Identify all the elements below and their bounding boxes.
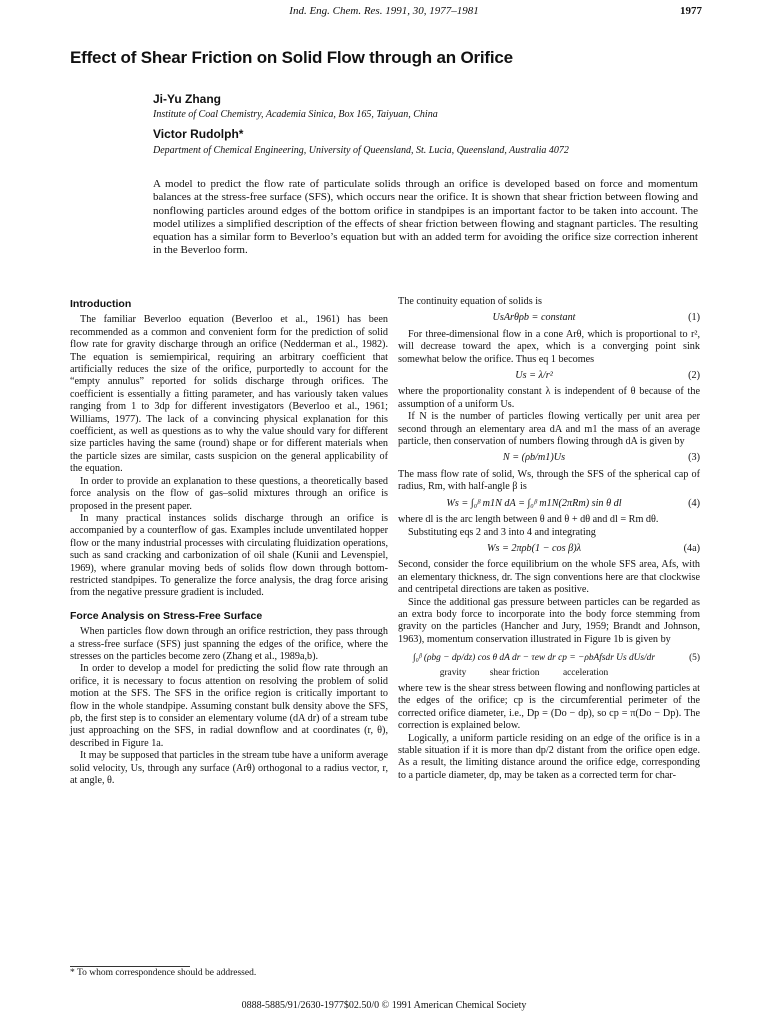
equation-number: (1) bbox=[688, 312, 700, 324]
abstract: A model to predict the flow rate of particulate solids through an orifice is developed based on force and momentum balances at the stress-free surface (SFS), which occurs near the orifice. It is shown that shear friction between flowing and nonflowing particles around edges of the bottom orifice in standpipes is an important factor to be taken into account. The model utilizes a simplified description of the effects of shear friction between flowing and stagnant particles. The resulting equation has a similar form to Beverloo’s equation but with an added term for avoiding the orifice size correction inherent in the Beverloo form. bbox=[153, 178, 698, 257]
equation-4a bbox=[398, 543, 700, 555]
equation-number: (3) bbox=[688, 452, 700, 464]
copyright-line: 0888-5885/91/2630-1977$02.50/0 © 1991 American Chemical Society bbox=[241, 1000, 527, 1011]
author-2-affiliation: Department of Chemical Engineering, University of Queensland, St. Lucia, Queensland, Australia 4072 bbox=[153, 145, 569, 156]
equation-body: Us = λ/r² bbox=[515, 370, 553, 382]
equation-number: (2) bbox=[688, 370, 700, 382]
paragraph: Logically, a uniform particle residing on an edge of the orifice is in a stable situation if it is more than dp/2 distant from the orifice open edge. As a result, the limiting distance around the orifice edge, corresponding to a particle diameter, dp, may be taken as a corrected term for char- bbox=[398, 732, 700, 781]
paragraph: Substituting eqs 2 and 3 into 4 and integrating bbox=[408, 526, 596, 538]
paragraph: It may be supposed that particles in the stream tube have a uniform average solid velocity, Us, through any surface (Arθ) orthogonal to a radius vector, r, at angle, θ. bbox=[70, 750, 388, 787]
equation-1 bbox=[398, 312, 700, 324]
paragraph: The mass flow rate of solid, Ws, through the SFS of the spherical cap of radius, Rm, with half-angle β is bbox=[398, 468, 700, 493]
paragraph: where τew is the shear stress between flowing and nonflowing particles at the edges of the orifice; cp is the circumferential perimeter of the corrected orifice diameter, i.e., Dp = (Do − dp), so cp = π(Do − Dp). The correction is explained below. bbox=[398, 682, 700, 732]
page-number: 1977 bbox=[680, 5, 702, 17]
paragraph: When particles flow down through an orifice restriction, they pass through a stress-free surface (SFS) just spanning the edges of the orifice, where the stresses on the particles become zero (Zhang et al., 1989a,b). bbox=[70, 626, 388, 662]
right-column bbox=[398, 296, 700, 782]
equation-5-term-labels bbox=[398, 667, 700, 679]
author-2-name: Victor Rudolph* bbox=[153, 127, 244, 141]
term-label-shear-friction: shear friction bbox=[489, 667, 540, 678]
term-label-acceleration: acceleration bbox=[562, 667, 609, 678]
footnote-rule bbox=[70, 966, 190, 967]
equation-number: (4a) bbox=[683, 542, 700, 554]
paragraph: where dl is the arc length between θ and θ + dθ and dl = Rm dθ. bbox=[398, 514, 659, 526]
paragraph: If N is the number of particles flowing vertically per unit area per second through an elementary area dA and m1 the mass of an average particle, then conservation of numbers flowing through dA is given by bbox=[398, 411, 700, 448]
journal-header: Ind. Eng. Chem. Res. 1991, 30, 1977–1981 bbox=[289, 5, 479, 17]
paragraph: For three-dimensional flow in a cone Arθ, which is proportional to r², will decrease toward the apex, which is a converging point sink somewhat below the orifice. Thus eq 1 becomes bbox=[398, 328, 700, 365]
paragraph: In order to provide an explanation to these questions, a theoretically based force analysis on the flow of gas–solid mixtures through an orifice is proposed in the present paper. bbox=[70, 475, 388, 512]
paragraph: In many practical instances solids discharge through an orifice is accompanied by a counterflow of gas. Examples include unventilated hopper flow or the many industrial processes with circulating fluidization operations, such as sand cracking and carbonization of oil shale (Kunii and Levenspiel, 1969), where granular moving beds of solids flow down through bottom-restricted standpipes. To generalize the force analysis, the drag force arising from the negative pressure gradient is included. bbox=[70, 512, 388, 599]
paragraph: Second, consider the force equilibrium on the whole SFS area, Afs, with an elementary thickness, dr. The sign conventions here are that clockwise and centripetal directions are taken as positive. bbox=[398, 559, 700, 596]
term-label-gravity: gravity bbox=[439, 667, 467, 678]
equation-body: UsArθρb = constant bbox=[492, 312, 576, 324]
paper-title: Effect of Shear Friction on Solid Flow through an Orifice bbox=[70, 48, 513, 67]
footnote: * To whom correspondence should be addressed. bbox=[70, 968, 257, 978]
paragraph: In order to develop a model for predicting the solid flow rate through an orifice, it is necessary to focus attention on resolving the problem of solid motion at the SFS. The SFS in the orifice region is critically important to flow in the whole standpipe. Assuming constant bulk density above the SFS, ρb, the first step is to consider an elementary volume (dA dr) of a stream tube just approaching on the SFS, in radial downflow and at coordinates (r, θ), described in Figure 1a. bbox=[70, 663, 388, 749]
author-1-affiliation: Institute of Coal Chemistry, Academia Sinica, Box 165, Taiyuan, China bbox=[153, 109, 438, 120]
paragraph: where the proportionality constant λ is independent of θ because of the assumption of a uniform Us. bbox=[398, 386, 700, 410]
equation-body: ∫₀ᵝ (ρbg − dp/dz) cos θ dA dr − τew dr cp = −ρbAfsdr Us dUs/dr bbox=[413, 653, 655, 664]
paragraph: The familiar Beverloo equation (Beverloo et al., 1961) has been recommended as a common and convenient form for the prediction of solid flow rate for gravity discharge through an orifice (Nedderman et al., 1982). The equation is semiempirical, requiring an arbitrary coefficient that artificially reduces the size of the orifice, purportedly to account for the “empty annulus” reported for solids discharge through orifices. The coefficient is essentially a fitting parameter, and has variously taken values ranging from 1 to 3dp for different investigators (Beverloo et al., 1961; Williams, 1977). The lack of a convincing physical explanation for this coefficient, as well as questions as to why the value should vary for different size particles having the same (round) shape or for different materials when the particle sizes are similar, casts suspicion on the general applicability of the equation. bbox=[70, 314, 388, 475]
equation-2 bbox=[398, 370, 700, 382]
author-1-name: Ji-Yu Zhang bbox=[153, 92, 222, 106]
equation-body: Ws = ∫₀ᵝ m1N dA = ∫₀ᵝ m1N(2πRm) sin θ dl bbox=[446, 497, 622, 509]
left-column bbox=[70, 296, 388, 787]
equation-body: Ws = 2πρb(1 − cos β)λ bbox=[486, 542, 582, 554]
equation-5 bbox=[398, 652, 700, 664]
equation-number: (4) bbox=[688, 497, 700, 509]
equation-body: N = (ρb/m1)Us bbox=[502, 452, 566, 464]
paragraph: The continuity equation of solids is bbox=[398, 296, 543, 307]
equation-4 bbox=[398, 498, 700, 510]
section-heading-introduction: Introduction bbox=[70, 298, 132, 310]
paragraph: Since the additional gas pressure between particles can be regarded as an extra body force to incorporate into the body force stemming from gravity on the particles (Hancher and Jury, 1959; Brandt and Johnson, 1963), momentum conservation illustrated in Figure 1b is given by bbox=[398, 596, 700, 645]
equation-3 bbox=[398, 452, 700, 464]
equation-number: (5) bbox=[689, 653, 700, 664]
section-heading-force-analysis: Force Analysis on Stress-Free Surface bbox=[70, 609, 263, 622]
